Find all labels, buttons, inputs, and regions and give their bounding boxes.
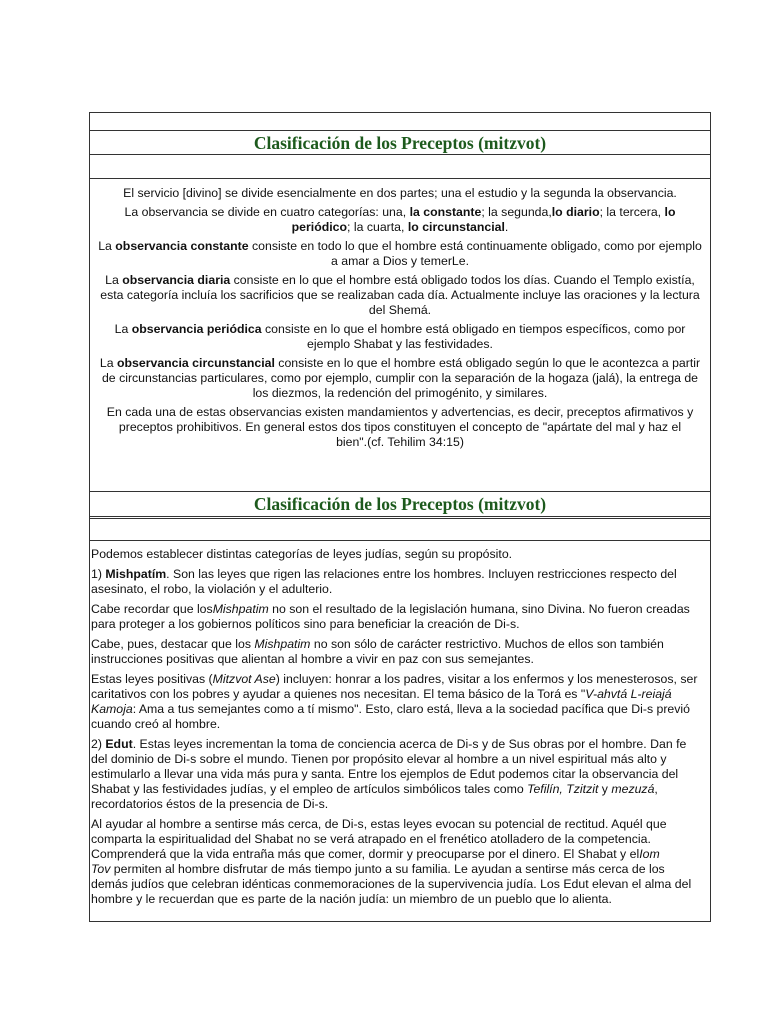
text: para proteger a los gobiernos políticos sino para beneficiar la creación de Di-s.	[91, 617, 520, 631]
paragraph: Podemos establecer distintas categorías de leyes judías, según su propósito.	[91, 547, 513, 561]
text: ,	[654, 782, 658, 796]
text: ; la cuarta,	[347, 220, 408, 234]
text-bold: observancia periódica	[131, 322, 262, 336]
text: del dominio de Di-s sobre el mundo. Tienen por propósito elevar al hombre a un nivel espiritual más alto y	[91, 752, 667, 766]
text-italic: Tefilín, Tzitzit	[527, 782, 599, 796]
empty-row	[90, 155, 710, 179]
section2-table	[89, 491, 711, 922]
text-bold: observancia constante	[115, 239, 249, 253]
paragraph	[90, 322, 710, 352]
text-bold: Mishpatím	[105, 567, 167, 581]
text-bold: observancia circunstancial	[117, 356, 275, 370]
text: demás judíos que celebran idénticas conmemoraciones de la supervivencia judía. Los Edut elevan el alma del	[91, 877, 692, 891]
text-italic: Tov	[91, 862, 111, 876]
text-italic: Mishpatim	[212, 602, 269, 616]
text: 2)	[91, 737, 106, 751]
text: La	[99, 356, 117, 370]
text: Cabe recordar que los	[91, 602, 213, 616]
paragraph	[90, 817, 710, 907]
text: no son sólo de carácter restrictivo. Muchos de ellos son también	[310, 637, 664, 651]
empty-row	[90, 113, 710, 131]
text-italic: V-ahvtá L-reiajá	[585, 687, 672, 701]
text-italic: mezuzá	[611, 782, 655, 796]
text: Shabat y las festividades judías, y el empleo de artículos simbólicos tales como	[91, 782, 528, 796]
text: comparta la espiritualidad del Shabat no se verá atrapado en el frenético atolladero de la competencia.	[91, 832, 651, 846]
section1-body	[90, 179, 710, 519]
paragraph	[90, 637, 710, 667]
text: Comprenderá que la vida entraña más que comer, dormir y preocuparse por el dinero. El Shabat y el	[91, 847, 640, 861]
text: no son el resultado de la legislación humana, sino Divina. No fueron creadas	[268, 602, 690, 616]
paragraph	[90, 602, 710, 632]
text: los diezmos, la redención del primogénito, y similares.	[252, 386, 548, 400]
text: Al ayudar al hombre a sentirse más cerca, de Di-s, estas leyes evocan su potencial de rectitud. Aquél que	[91, 817, 667, 831]
empty-row	[90, 517, 710, 541]
text-bold: Edut	[105, 737, 133, 751]
text: La	[105, 273, 123, 287]
text: estimularlo a llevar una vida más pura y santa. Entre los ejemplos de Edut podemos citar la observancia del	[91, 767, 679, 781]
text: 1)	[91, 567, 106, 581]
text: . Estas leyes incrementan la toma de conciencia acerca de Di-s y de Sus obras por el hombre. Dan fe	[132, 737, 687, 751]
section2-title: Clasificación de los Preceptos (mitzvot)	[90, 492, 710, 517]
paragraph	[90, 205, 710, 235]
text: hombre y le recuerdan que es parte de la nación judía: un miembro de un pueblo que lo alienta.	[91, 892, 612, 906]
text: ; la segunda,	[481, 205, 552, 219]
text-italic: Mishpatim	[254, 637, 311, 651]
text: En cada una de estas observancias existen mandamientos y advertencias, es decir, preceptos afirmativos y	[106, 405, 694, 419]
text-italic: Mitzvot Ase	[212, 672, 276, 686]
text: .	[504, 220, 509, 234]
text: La	[98, 239, 116, 253]
paragraph: El servicio [divino] se divide esencialmente en dos partes; una el estudio y la segunda la observancia.	[123, 186, 677, 200]
text-bold: lo diario	[551, 205, 600, 219]
text: permiten al hombre disfrutar de más tiempo junto a su familia. Le ayudan a sentirse más cerca de los	[110, 862, 665, 876]
text: La	[114, 322, 132, 336]
text: consiste en todo lo que el hombre está continuamente obligado, como por ejemplo	[248, 239, 702, 253]
text: ejemplo Shabat y las festividades.	[307, 337, 493, 351]
section1-title: Clasificación de los Preceptos (mitzvot)	[90, 131, 710, 155]
text-bold: periódico	[291, 220, 348, 234]
paragraph	[90, 567, 710, 597]
section1-table	[89, 112, 711, 519]
text-bold: la constante	[409, 205, 482, 219]
text: asesinato, el robo, la violación y el adulterio.	[91, 582, 333, 596]
text: recordatorios éstos de la presencia de Di-s.	[91, 797, 329, 811]
paragraph	[90, 273, 710, 318]
paragraph	[90, 239, 710, 269]
text: del Shemá.	[368, 303, 432, 317]
text-italic: Kamoja	[91, 702, 133, 716]
text: y	[598, 782, 612, 796]
text: : Ama a tus semejantes como a tí mismo". Esto, claro está, lleva a la sociedad pacífica que Di-s previó	[132, 702, 690, 716]
text: Cabe, pues, destacar que los	[91, 637, 255, 651]
text: instrucciones positivas que alientan al hombre a vivir en paz con sus semejantes.	[91, 652, 534, 666]
text: . Son las leyes que rigen las relaciones entre los hombres. Incluyen restricciones respecto del	[166, 567, 677, 581]
paragraph	[90, 672, 710, 732]
paragraph	[90, 405, 710, 450]
paragraph	[90, 737, 710, 812]
text-bold: observancia diaria	[122, 273, 231, 287]
text-bold: lo	[664, 205, 676, 219]
paragraph	[90, 356, 710, 401]
text: bien".(cf. Tehilim 34:15)	[336, 435, 464, 449]
text: caritativos con los pobres y ayudar a quienes nos necesitan. El tema básico de la Torá es "	[91, 687, 586, 701]
section2-body	[90, 541, 710, 922]
text: a amar a Dios y temerLe.	[330, 254, 470, 268]
text: ) incluyen: honrar a los padres, visitar a los enfermos y los menesterosos, ser	[275, 672, 698, 686]
text: cuando creó al hombre.	[91, 717, 221, 731]
text: La observancia se divide en cuatro categorías: una,	[124, 205, 410, 219]
text: consiste en lo que el hombre está obligado todos los días. Cuando el Templo existía,	[230, 273, 695, 287]
text: consiste en lo que el hombre está obligado según lo que le acontezca a partir	[274, 356, 701, 370]
text: de circunstancias particulares, como por ejemplo, cumplir con la separación de la hogaza (jalá), la entrega de	[101, 371, 699, 385]
text: esta categoría incluía los sacrificios que se realizaban cada día. Actualmente incluye las oraciones y la lectura	[100, 288, 700, 302]
text: ; la tercera,	[599, 205, 665, 219]
text: Estas leyes positivas (	[91, 672, 213, 686]
text-italic: Iom	[639, 847, 660, 861]
text-bold: lo circunstancial	[407, 220, 505, 234]
text: preceptos prohibitivos. En general estos dos tipos constituyen el concepto de "apártate del mal y haz el	[118, 420, 682, 434]
text: consiste en lo que el hombre está obligado en tiempos específicos, como por	[261, 322, 686, 336]
